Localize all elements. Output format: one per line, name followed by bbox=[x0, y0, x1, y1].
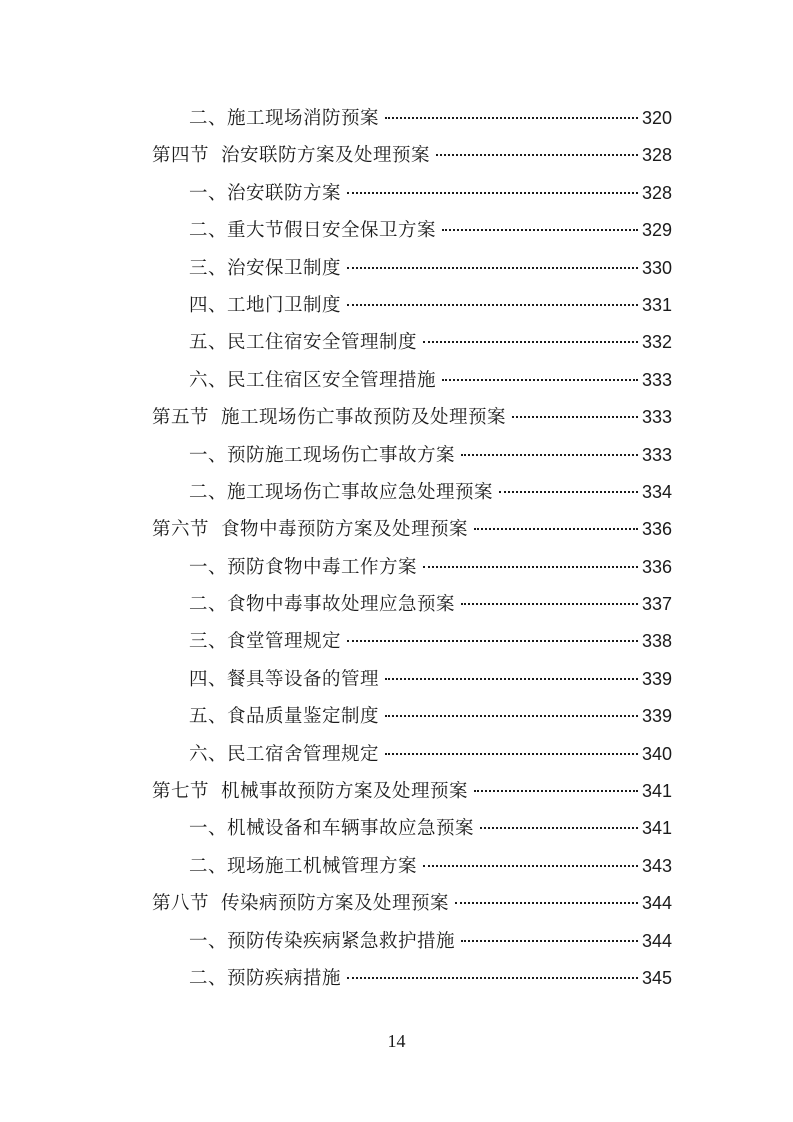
toc-entry-number: 二、 bbox=[189, 967, 228, 989]
toc-entry-number: 二、 bbox=[189, 481, 228, 503]
toc-entry-number: 第七节 bbox=[152, 781, 210, 803]
toc-entry-number: 第五节 bbox=[152, 407, 210, 429]
toc-entry-number: 三、 bbox=[189, 631, 228, 653]
toc-dot-leader bbox=[385, 117, 638, 119]
toc-dot-leader bbox=[423, 566, 638, 568]
toc-entry-page: 340 bbox=[641, 743, 672, 764]
toc-section-entry[interactable] bbox=[152, 399, 672, 436]
toc-subsection-entry[interactable] bbox=[152, 437, 672, 474]
toc-entry-page: 328 bbox=[641, 182, 672, 203]
toc-dot-leader bbox=[347, 304, 638, 306]
toc-entry-title: 机械事故预防方案及处理预案 bbox=[221, 781, 469, 803]
toc-subsection-entry[interactable] bbox=[152, 661, 672, 698]
toc-dot-leader bbox=[474, 528, 638, 530]
toc-entry-number: 一、 bbox=[189, 556, 228, 578]
toc-entry-number: 一、 bbox=[189, 818, 228, 840]
toc-entry-page: 320 bbox=[641, 108, 672, 128]
toc-entry-page: 337 bbox=[641, 594, 672, 615]
toc-dot-leader bbox=[385, 678, 638, 680]
toc-entry-number: 第四节 bbox=[152, 145, 210, 167]
toc-entry-number: 二、 bbox=[189, 855, 228, 877]
toc-dot-leader bbox=[455, 902, 638, 904]
toc-entry-number: 一、 bbox=[189, 182, 228, 204]
toc-subsection-entry[interactable] bbox=[152, 736, 672, 773]
toc-entry-number: 二、 bbox=[189, 108, 228, 129]
toc-subsection-entry[interactable] bbox=[152, 549, 672, 586]
toc-entry-title: 民工住宿区安全管理措施 bbox=[227, 369, 437, 391]
toc-entry-page: 332 bbox=[641, 332, 672, 353]
toc-entry-title: 预防食物中毒工作方案 bbox=[227, 556, 418, 578]
toc-entry-title: 治安保卫制度 bbox=[227, 257, 342, 279]
toc-entry-page: 343 bbox=[641, 855, 672, 876]
toc-section-entry[interactable] bbox=[152, 511, 672, 548]
toc-entry-title: 现场施工机械管理方案 bbox=[227, 855, 418, 877]
toc-entry-page: 329 bbox=[641, 220, 672, 241]
toc-entry-title: 施工现场伤亡事故应急处理预案 bbox=[227, 481, 494, 503]
toc-entry-title: 餐具等设备的管理 bbox=[227, 668, 380, 690]
toc-dot-leader bbox=[442, 379, 638, 381]
toc-dot-leader bbox=[480, 827, 638, 829]
toc-entry-page: 333 bbox=[641, 407, 672, 428]
toc-entry-page: 331 bbox=[641, 294, 672, 315]
toc-entry-number: 五、 bbox=[189, 332, 228, 354]
toc-subsection-entry[interactable] bbox=[152, 250, 672, 287]
toc-entry-page: 336 bbox=[641, 519, 672, 540]
toc-dot-leader bbox=[499, 491, 638, 493]
toc-subsection-entry[interactable] bbox=[152, 474, 672, 511]
toc-entry-title: 传染病预防方案及处理预案 bbox=[221, 893, 450, 915]
toc-entry-page: 344 bbox=[641, 930, 672, 951]
toc-subsection-entry[interactable] bbox=[152, 100, 672, 137]
toc-dot-leader bbox=[474, 790, 638, 792]
toc-entry-page: 339 bbox=[641, 668, 672, 689]
toc-entry-title: 食堂管理规定 bbox=[227, 631, 342, 653]
toc-dot-leader bbox=[461, 940, 638, 942]
toc-dot-leader bbox=[461, 603, 638, 605]
toc-subsection-entry[interactable] bbox=[152, 960, 672, 997]
toc-entry-title: 预防传染疾病紧急救护措施 bbox=[227, 930, 456, 952]
toc-subsection-entry[interactable] bbox=[152, 324, 672, 361]
toc-entry-number: 四、 bbox=[189, 294, 228, 316]
toc-entry-title: 重大节假日安全保卫方案 bbox=[227, 220, 437, 242]
toc-subsection-entry[interactable] bbox=[152, 362, 672, 399]
toc-section-entry[interactable] bbox=[152, 885, 672, 922]
toc-entry-title: 食物中毒预防方案及处理预案 bbox=[221, 519, 469, 541]
toc-entry-title: 治安联防方案 bbox=[227, 182, 342, 204]
toc-section-entry[interactable] bbox=[152, 137, 672, 174]
toc-entry-number: 三、 bbox=[189, 257, 228, 279]
toc-entry-number: 第六节 bbox=[152, 519, 210, 541]
toc-entry-number: 六、 bbox=[189, 743, 228, 765]
toc-entry-title: 民工住宿安全管理制度 bbox=[227, 332, 418, 354]
toc-dot-leader bbox=[423, 341, 638, 343]
toc-dot-leader bbox=[347, 192, 638, 194]
toc-entry-number: 二、 bbox=[189, 220, 228, 242]
toc-entry-page: 341 bbox=[641, 818, 672, 839]
toc-entry-number: 一、 bbox=[189, 930, 228, 952]
toc-dot-leader bbox=[347, 977, 638, 979]
toc-entry-title: 施工现场伤亡事故预防及处理预案 bbox=[221, 407, 507, 429]
toc-dot-leader bbox=[385, 715, 638, 717]
toc-subsection-entry[interactable] bbox=[152, 175, 672, 212]
toc-subsection-entry[interactable] bbox=[152, 810, 672, 847]
toc-dot-leader bbox=[512, 416, 638, 418]
toc-entry-page: 328 bbox=[641, 145, 672, 166]
toc-subsection-entry[interactable] bbox=[152, 848, 672, 885]
toc-entry-number: 五、 bbox=[189, 706, 228, 728]
toc-entry-page: 336 bbox=[641, 556, 672, 577]
toc-entry-title: 食品质量鉴定制度 bbox=[227, 706, 380, 728]
toc-entry-title: 预防施工现场伤亡事故方案 bbox=[227, 444, 456, 466]
toc-entry-page: 344 bbox=[641, 893, 672, 914]
toc-subsection-entry[interactable] bbox=[152, 212, 672, 249]
toc-entry-page: 334 bbox=[641, 481, 672, 502]
toc-entry-number: 六、 bbox=[189, 369, 228, 391]
toc-entry-number: 第八节 bbox=[152, 893, 210, 915]
toc-entry-page: 339 bbox=[641, 706, 672, 727]
toc-subsection-entry[interactable] bbox=[152, 698, 672, 735]
toc-dot-leader bbox=[442, 229, 638, 231]
toc-dot-leader bbox=[347, 640, 638, 642]
toc-dot-leader bbox=[436, 154, 638, 156]
toc-entry-title: 工地门卫制度 bbox=[227, 294, 342, 316]
toc-entry-page: 333 bbox=[641, 444, 672, 465]
toc-entry-page: 341 bbox=[641, 781, 672, 802]
toc-entry-number: 四、 bbox=[189, 668, 228, 690]
toc-entry-title: 民工宿舍管理规定 bbox=[227, 743, 380, 765]
toc-subsection-entry[interactable] bbox=[152, 923, 672, 960]
toc-subsection-entry[interactable] bbox=[152, 586, 672, 623]
toc-entry-title: 治安联防方案及处理预案 bbox=[221, 145, 431, 167]
toc-entry-number: 一、 bbox=[189, 444, 228, 466]
toc-dot-leader bbox=[423, 865, 638, 867]
toc-dot-leader bbox=[347, 267, 638, 269]
toc-section-entry[interactable] bbox=[152, 773, 672, 810]
toc-dot-leader bbox=[461, 454, 638, 456]
toc-subsection-entry[interactable] bbox=[152, 287, 672, 324]
toc-dot-leader bbox=[385, 753, 638, 755]
toc-entry-page: 333 bbox=[641, 369, 672, 390]
toc-entry-title: 机械设备和车辆事故应急预案 bbox=[227, 818, 475, 840]
toc-entry-page: 345 bbox=[641, 967, 672, 988]
toc-subsection-entry[interactable] bbox=[152, 623, 672, 660]
toc-entry-page: 330 bbox=[641, 257, 672, 278]
toc-entry-number: 二、 bbox=[189, 594, 228, 616]
toc-entry-page: 338 bbox=[641, 631, 672, 652]
table-of-contents bbox=[152, 100, 672, 997]
toc-entry-title: 食物中毒事故处理应急预案 bbox=[227, 594, 456, 616]
toc-entry-title: 施工现场消防预案 bbox=[227, 108, 380, 129]
page-number: 14 bbox=[387, 1031, 406, 1051]
toc-entry-title: 预防疾病措施 bbox=[227, 967, 342, 989]
